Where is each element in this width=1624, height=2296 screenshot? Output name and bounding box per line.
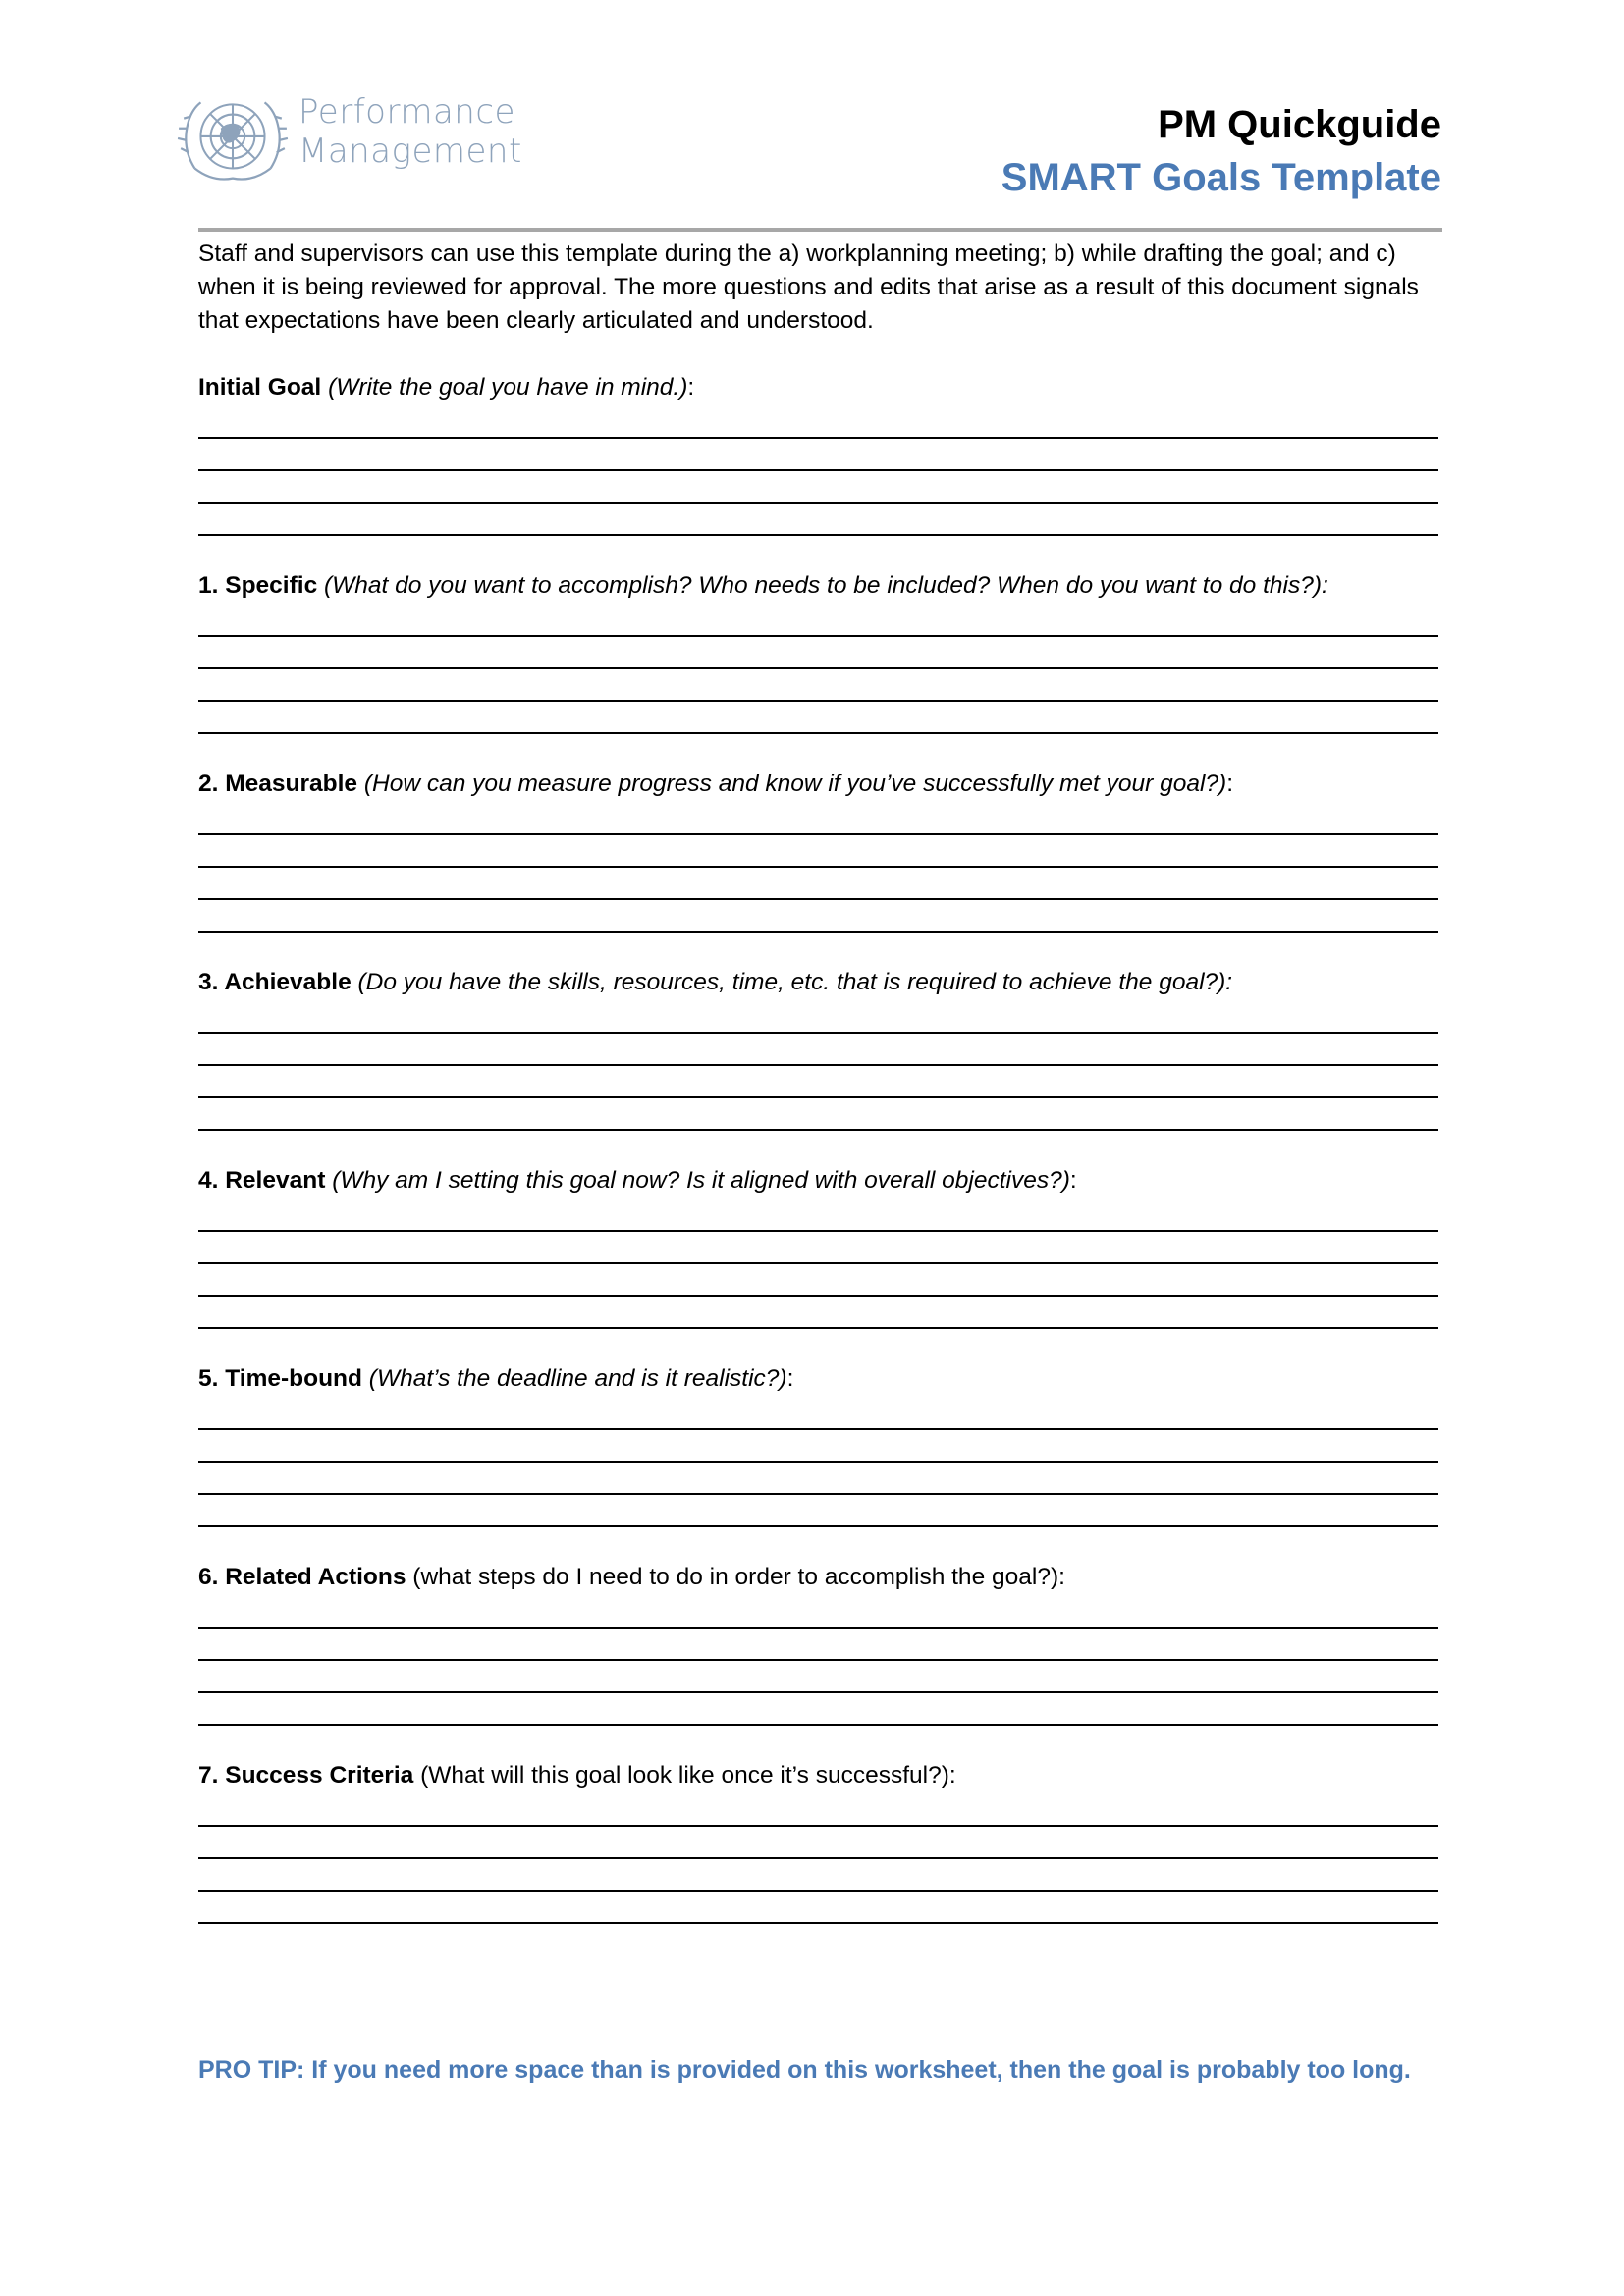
section-suffix: : [687,374,695,400]
answer-lines [198,801,1442,933]
section-prompt: (what steps do I need to do in order to accomplish the goal?): [412,1564,1065,1590]
section-label [198,569,1442,603]
document-subtitle: SMART Goals Template [1001,156,1441,199]
answer-line[interactable] [198,669,1438,702]
section-prompt: (What will this goal look like once it’s successful?): [420,1762,956,1789]
answer-line[interactable] [198,1661,1438,1693]
section-title: Initial Goal [198,374,322,400]
answer-line[interactable] [198,1264,1438,1297]
answer-lines [198,1594,1442,1726]
answer-lines [198,999,1442,1131]
answer-line[interactable] [198,835,1438,868]
section-label [198,1164,1442,1198]
section-label [198,1561,1442,1594]
answer-line[interactable] [198,1794,1438,1827]
answer-line[interactable] [198,1463,1438,1495]
goal-section [198,1164,1442,1329]
section-label [198,1759,1442,1792]
answer-line[interactable] [198,1034,1438,1066]
goal-section [198,1759,1442,1924]
answer-line[interactable] [198,1001,1438,1034]
goal-section [198,768,1442,933]
answer-line[interactable] [198,471,1438,504]
document-header [1001,98,1441,204]
answer-line[interactable] [198,605,1438,637]
answer-lines [198,1792,1442,1924]
answer-line[interactable] [198,1693,1438,1726]
answer-line[interactable] [198,1892,1438,1924]
answer-lines [198,1396,1442,1527]
answer-line[interactable] [198,1200,1438,1232]
section-prompt: (What’s the deadline and is it realistic?) [368,1365,787,1392]
answer-line[interactable] [198,1098,1438,1131]
worksheet-body [198,238,1442,1924]
answer-line[interactable] [198,1232,1438,1264]
section-label [198,768,1442,801]
section-suffix: : [786,1365,794,1392]
answer-line[interactable] [198,637,1438,669]
answer-line[interactable] [198,1297,1438,1329]
answer-line[interactable] [198,1859,1438,1892]
un-emblem-icon [173,90,293,190]
section-prompt: (What do you want to accomplish? Who needs to be included? When do you want to do this?): [324,572,1328,599]
logo [173,86,546,194]
section-title: 1. Specific [198,572,318,599]
section-suffix: : [1069,1167,1077,1194]
section-title: 2. Measurable [198,771,358,797]
answer-line[interactable] [198,702,1438,734]
answer-line[interactable] [198,1596,1438,1629]
answer-line[interactable] [198,1066,1438,1098]
section-title: 6. Related Actions [198,1564,406,1590]
logo-text [298,92,522,171]
section-title: 7. Success Criteria [198,1762,414,1789]
section-label [198,371,1442,404]
goal-section [198,1362,1442,1527]
answer-lines [198,404,1442,536]
answer-line[interactable] [198,1629,1438,1661]
answer-line[interactable] [198,1430,1438,1463]
pro-tip: PRO TIP: If you need more space than is provided on this worksheet, then the goal is probably too long. [198,2056,1411,2084]
section-prompt: (Write the goal you have in mind.) [328,374,688,400]
section-suffix: : [1226,771,1234,797]
answer-line[interactable] [198,439,1438,471]
section-prompt: (How can you measure progress and know if you’ve successfully met your goal?) [363,771,1227,797]
document-title: PM Quickguide [1158,103,1441,146]
answer-line[interactable] [198,900,1438,933]
answer-line[interactable] [198,1827,1438,1859]
intro-paragraph: Staff and supervisors can use this template during the a) workplanning meeting; b) while drafting the goal; and c) when it is being reviewed for approval. The more questions and edits that arise as a result of this document signals that expectations have been clearly articulated and understood. [198,240,1419,334]
answer-line[interactable] [198,1398,1438,1430]
section-title: 5. Time-bound [198,1365,362,1392]
answer-line[interactable] [198,803,1438,835]
goal-section [198,371,1442,536]
section-prompt: (Do you have the skills, resources, time, etc. that is required to achieve the goal?): [357,969,1233,995]
logo-line-2: Management [298,132,522,171]
answer-lines [198,603,1442,734]
answer-line[interactable] [198,1495,1438,1527]
answer-lines [198,1198,1442,1329]
answer-line[interactable] [198,504,1438,536]
goal-section [198,966,1442,1131]
logo-line-1: Performance [298,92,515,132]
header-divider [198,228,1442,232]
section-title: 4. Relevant [198,1167,326,1194]
answer-line[interactable] [198,868,1438,900]
section-label [198,1362,1442,1396]
answer-line[interactable] [198,406,1438,439]
section-prompt: (Why am I setting this goal now? Is it aligned with overall objectives?) [332,1167,1070,1194]
sections-container [198,371,1442,1924]
goal-section [198,569,1442,734]
goal-section [198,1561,1442,1726]
section-label [198,966,1442,999]
section-title: 3. Achievable [198,969,352,995]
